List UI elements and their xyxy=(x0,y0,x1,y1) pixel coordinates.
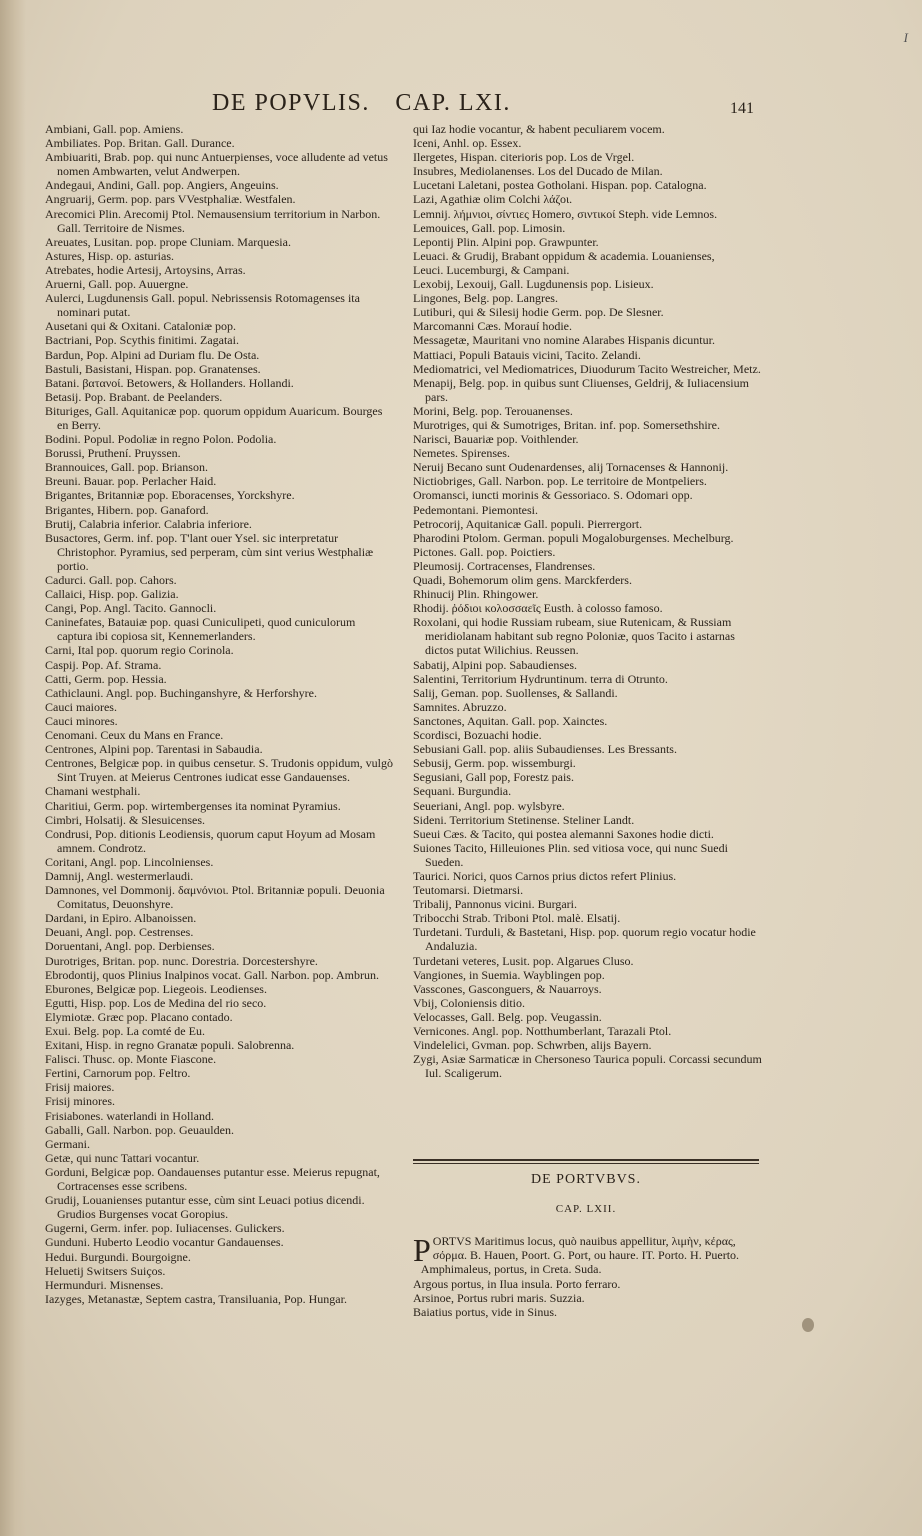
section-rule-thin xyxy=(413,1163,759,1164)
index-entry: Betasij. Pop. Brabant. de Peelanders. xyxy=(45,389,223,404)
index-entry: Condrusi, Pop. ditionis Leodiensis, quorum caput Hoyum ad Mosam amnem. Condrotz. xyxy=(45,826,376,855)
index-entry: Coritani, Angl. pop. Lincolnienses. xyxy=(45,854,214,869)
index-entry: Centrones, Alpini pop. Tarentasi in Sabaudia. xyxy=(45,742,263,757)
index-entry: Teutomarsi. Dietmarsi. xyxy=(413,883,524,898)
index-entry: Bardun, Pop. Alpini ad Duriam flu. De Osta. xyxy=(45,347,260,362)
index-entry: Menapij, Belg. pop. in quibus sunt Cliuenses, Geldrij, & Iuliacensium pars. xyxy=(413,375,749,404)
index-entry: Velocasses, Gall. Belg. pop. Veugassin. xyxy=(413,1009,602,1024)
portus-list xyxy=(413,1262,763,1319)
index-entry: Brigantes, Hibern. pop. Ganaford. xyxy=(45,502,209,517)
index-entry: Aulerci, Lugdunensis Gall. popul. Nebrissensis Rotomagenses ita nominari putat. xyxy=(45,291,360,320)
index-entry: Ambiliates. Pop. Britan. Gall. Durance. xyxy=(45,136,235,151)
index-entry: Leuci. Lucemburgi, & Campani. xyxy=(413,262,570,277)
index-entry: Cauci minores. xyxy=(45,713,118,728)
index-entry: Andegaui, Andini, Gall. pop. Angiers, Angeuins. xyxy=(45,178,279,193)
index-entry: Iazyges, Metanastæ, Septem castra, Transiluania, Pop. Hungar. xyxy=(45,1291,347,1306)
portus-entry: Arsinoe, Portus rubri maris. Suzzia. xyxy=(413,1290,585,1305)
index-entry: Quadi, Bohemorum olim gens. Marckferders. xyxy=(413,573,632,587)
index-entry: Vasscones, Gasconguers, & Nauarroys. xyxy=(413,981,602,996)
index-entry: Getæ, qui nunc Tattari vocantur. xyxy=(45,1150,200,1165)
portus-entry: Amphimaleus, portus, in Creta. Suda. xyxy=(420,1262,602,1277)
index-entry: Lutiburi, qui & Silesij hodie Germ. pop. De Slesner. xyxy=(413,305,664,320)
index-entry: Salij, Geman. pop. Suollenses, & Sallandi. xyxy=(413,685,618,700)
index-entry: Gunduni. Huberto Leodio vocantur Gandauenses. xyxy=(45,1235,284,1250)
index-entry: Lucetani Laletani, postea Gotholani. Hispan. pop. Catalogna. xyxy=(413,178,707,193)
index-entry: Lepontij Plin. Alpini pop. Grawpunter. xyxy=(413,234,599,249)
index-entry: Oromansci, iuncti morinis & Gessoriaco. S. Odomari opp. xyxy=(413,488,693,503)
index-entry: Pedemontani. Piemontesi. xyxy=(413,502,538,517)
index-entry: Cadurci. Gall. pop. Cahors. xyxy=(45,573,177,587)
index-entry: Brutij, Calabria inferior. Calabria inferiore. xyxy=(45,516,252,531)
index-entry: Vbij, Coloniensis ditio. xyxy=(413,995,526,1010)
index-entry: Brigantes, Britanniæ pop. Eboracenses, Yorckshyre. xyxy=(45,488,295,503)
index-entry: Elymiotæ. Græc pop. Placano contado. xyxy=(45,1009,233,1024)
index-entry: Bastuli, Basistani, Hispan. pop. Granatenses. xyxy=(45,361,261,376)
left-column xyxy=(45,122,393,1306)
right-column xyxy=(413,122,763,1080)
index-entry: Nemetes. Spirenses. xyxy=(413,446,510,461)
index-entry: Borussi, Pruthení. Pruyssen. xyxy=(45,446,181,461)
index-entry: Hedui. Burgundi. Bourgoigne. xyxy=(45,1249,191,1264)
index-entry: Rhinucij Plin. Rhingower. xyxy=(413,587,539,602)
index-entry: Ausetani qui & Oxitani. Cataloniæ pop. xyxy=(45,319,236,334)
index-entry: Durotriges, Britan. pop. nunc. Dorestria. Dorcestershyre. xyxy=(45,953,318,968)
index-entry: Busactores, Germ. inf. pop. T'lant ouer Ysel. sic interpretatur Christophor. Pyramius, sed perperam, cùm sint verius Westphaliæ portio. xyxy=(45,530,374,573)
index-entry: Angruarij, Germ. pop. pars VVestphaliæ. Westfalen. xyxy=(45,192,296,207)
index-entry: Sequani. Burgundia. xyxy=(413,784,512,799)
index-entry: Frisij maiores. xyxy=(45,1080,115,1095)
portus-intro: ORTVS Maritimus locus, quò nauibus appellitur, λιμὴν, κέρας, σόρμα. B. Hauen, Poort. G. Port, ou haure. IT. Porto. H. Puerto. xyxy=(432,1234,740,1263)
index-entry: Sebusiani Gall. pop. aliis Subaudienses. Les Bressants. xyxy=(413,742,677,757)
index-entry: Messagetæ, Mauritani vno nomine Alarabes Hispanis dicuntur. xyxy=(413,333,715,348)
index-entry: Frisij minores. xyxy=(45,1094,116,1109)
header-title-right: CAP. LXI. xyxy=(395,90,511,116)
index-entry: Marcomanni Cæs. Morauí hodie. xyxy=(413,319,572,334)
index-entry: Lemouices, Gall. pop. Limosin. xyxy=(413,220,566,235)
index-entry: Nictiobriges, Gall. Narbon. pop. Le territoire de Montpeliers. xyxy=(413,474,707,489)
section-title: DE PORTVBVS. xyxy=(531,1172,641,1187)
index-entry: Chamani westphali. xyxy=(45,784,141,799)
index-entry: Brannouices, Gall. pop. Brianson. xyxy=(45,460,208,475)
index-entry: Egutti, Hisp. pop. Los de Medina del rio seco. xyxy=(45,995,267,1010)
header-title-left: DE POPVLIS. xyxy=(212,90,370,116)
section-chapter: CAP. LXII. xyxy=(555,1203,617,1215)
index-entry: Ebrodontij, quos Plinius Inalpinos vocat. Gall. Narbon. pop. Ambrun. xyxy=(45,967,379,982)
index-entry: Mattiaci, Populi Batauis vicini, Tacito. Zelandi. xyxy=(413,347,641,362)
index-entry: Caspij. Pop. Af. Strama. xyxy=(45,657,162,672)
index-entry: Vernicones. Angl. pop. Notthumberlant, Tarazali Ptol. xyxy=(413,1024,672,1038)
index-entry: Ambiani, Gall. pop. Amiens. xyxy=(45,122,184,136)
folio-mark: I xyxy=(903,30,908,45)
index-entry: Cenomani. Ceux du Mans en France. xyxy=(45,728,224,743)
index-entry: Suiones Tacito, Hilleuiones Plin. sed vitiosa voce, qui nunc Suedi Sueden. xyxy=(413,840,728,869)
index-entry: Rhodij. ῥόδιοι κολοσσαεῖς Eusth. à colosso famoso. xyxy=(413,601,663,616)
index-entry: Lingones, Belg. pop. Langres. xyxy=(413,291,558,306)
index-entry: Lexobij, Lexouij, Gall. Lugdunensis pop. Lisieux. xyxy=(413,277,654,292)
index-entry: Hermunduri. Misnenses. xyxy=(45,1277,164,1292)
index-entry: Cathiclauni. Angl. pop. Buchinganshyre, & Herforshyre. xyxy=(45,685,317,700)
index-entry: Batani. βατανοί. Betowers, & Hollanders. Hollandi. xyxy=(45,375,294,390)
drop-cap: P xyxy=(413,1232,431,1268)
index-entry: Turdetani. Turduli, & Bastetani, Hisp. pop. quorum regio vocatur hodie Andaluzia. xyxy=(413,925,756,954)
index-entry: Lemnij. λήμνιοι, σίντιες Homero, σιντικοί Steph. vide Lemnos. xyxy=(413,206,718,221)
index-entry: Bodini. Popul. Podoliæ in regno Polon. Podolia. xyxy=(45,432,277,447)
index-entry: Petrocorij, Aquitanicæ Gall. populi. Pierrergort. xyxy=(413,516,643,531)
index-entry: Dardani, in Epiro. Albanoissen. xyxy=(45,911,197,926)
index-entry: Callaici, Hisp. pop. Galizia. xyxy=(45,587,179,602)
index-entry: Iceni, Anhl. op. Essex. xyxy=(413,136,522,151)
index-entry: Astures, Hisp. op. asturias. xyxy=(45,248,174,263)
index-entry: Insubres, Mediolanenses. Los del Ducado de Milan. xyxy=(413,164,663,179)
index-entry: Cauci maiores. xyxy=(45,699,117,714)
index-entry: Germani. xyxy=(45,1136,90,1151)
index-entry: Lazi, Agathiæ olim Colchi λάζοι. xyxy=(413,192,573,207)
index-entry: Exitani, Hisp. in regno Granatæ populi. Salobrenna. xyxy=(45,1038,295,1053)
index-entry: Sabatij, Alpini pop. Sabaudienses. xyxy=(413,657,577,672)
index-entry: Pictones. Gall. pop. Poictiers. xyxy=(413,544,556,559)
index-entry: Frisiabones. waterlandi in Holland. xyxy=(45,1108,214,1123)
index-entry: Samnites. Abruzzo. xyxy=(413,699,507,714)
index-entry: Zygi, Asiæ Sarmaticæ in Chersoneso Taurica populi. Corcassi secundum Iul. Scaligerum. xyxy=(413,1052,762,1081)
index-entry: Doruentani, Angl. pop. Derbienses. xyxy=(45,939,215,954)
index-entry: Eburones, Belgicæ pop. Liegeois. Leodienses. xyxy=(45,981,267,996)
index-entry: Mediomatrici, vel Mediomatrices, Diuodurum Tacito Westreicher, Metz. xyxy=(413,361,761,376)
running-header xyxy=(212,90,529,117)
index-entry: Atrebates, hodie Artesij, Artoysins, Arras. xyxy=(45,262,246,277)
index-entry: Bactriani, Pop. Scythis finitimi. Zagatai. xyxy=(45,333,239,348)
page-number: 141 xyxy=(730,100,754,117)
index-entry: Carni, Ital pop. quorum regio Corinola. xyxy=(45,643,234,658)
index-entry: Sueui Cæs. & Tacito, qui postea alemanni Saxones hodie dicti. xyxy=(413,826,714,841)
portus-entry: Argous portus, in Ilua insula. Porto ferraro. xyxy=(413,1276,621,1291)
index-entry: qui Iaz hodie vocantur, & habent peculiarem vocem. xyxy=(413,122,665,136)
index-entry: Centrones, Belgicæ pop. in quibus censetur. S. Trudonis oppidum, vulgò Sint Truyen. at Meierus Centrones iudicat esse Gandauenses. xyxy=(45,756,394,785)
index-entry: Arecomici Plin. Arecomij Ptol. Nemausensium territorium in Narbon. Gall. Territoire de Nismes. xyxy=(45,206,381,235)
index-entry: Deuani, Angl. pop. Cestrenses. xyxy=(45,925,194,940)
index-entry: Damnij, Angl. westermerlaudi. xyxy=(45,868,194,883)
index-entry: Segusiani, Gall pop, Forestz pais. xyxy=(413,770,574,785)
index-entry: Morini, Belg. pop. Terouanenses. xyxy=(413,403,573,418)
portus-entry: Baiatius portus, vide in Sinus. xyxy=(413,1305,557,1320)
section-rule xyxy=(413,1159,759,1161)
index-entry: Scordisci, Bozuachi hodie. xyxy=(413,728,542,743)
index-entry: Catti, Germ. pop. Hessia. xyxy=(45,671,167,686)
index-entry: Exui. Belg. pop. La comté de Eu. xyxy=(45,1024,205,1038)
index-entry: Salentini, Territorium Hydruntinum. terra di Otrunto. xyxy=(413,671,668,686)
portus-section xyxy=(413,1234,763,1319)
index-entry: Vindelelici, Gvman. pop. Schwrben, alijs Bayern. xyxy=(413,1038,652,1053)
index-entry: Ilergetes, Hispan. citerioris pop. Los de Vrgel. xyxy=(413,150,635,165)
index-entry: Aruerni, Gall. pop. Auuergne. xyxy=(45,277,189,292)
index-entry: Areuates, Lusitan. pop. prope Cluniam. Marquesia. xyxy=(45,234,291,249)
index-entry: Seueriani, Angl. pop. wylsbyre. xyxy=(413,798,565,813)
index-entry: Damnones, vel Dommonij. δαμνόνιοι. Ptol. Britanniæ populi. Deuonia Comitatus, Deuonshyre. xyxy=(45,883,385,912)
index-entry: Tribalij, Pannonus vicini. Burgari. xyxy=(413,897,578,912)
index-entry: Ambiuariti, Brab. pop. qui nunc Antuerpienses, voce alludente ad vetus nomen Ambwarten, velut Andwerpen. xyxy=(45,150,388,179)
index-entry: Roxolani, qui hodie Russiam rubeam, siue Rutenicam, & Russiam meridiolanam habitant sub regno Poloniæ, quos Tacito i astarnas dictos putat Wilichius. Reussen. xyxy=(413,615,735,658)
index-entry: Narisci, Bauariæ pop. Voithlender. xyxy=(413,432,579,447)
index-entry: Heluetij Switsers Suiços. xyxy=(45,1263,166,1278)
index-entry: Gorduni, Belgicæ pop. Oandauenses putantur esse. Meierus repugnat, Cortracenses esse scribens. xyxy=(45,1164,380,1194)
index-entry: Sebusij, Germ. pop. wissemburgi. xyxy=(413,756,576,771)
index-entry: Bituriges, Gall. Aquitanicæ pop. quorum oppidum Auaricum. Bourges en Berry. xyxy=(45,403,383,432)
index-entry: Caninefates, Batauiæ pop. quasi Cuniculipeti, quod cuniculorum captura ibi copiosa sit, Kennemerlanders. xyxy=(45,615,356,644)
index-entry: Murotriges, qui & Sumotriges, Britan. inf. pop. Somersethshire. xyxy=(413,417,720,432)
index-entry: Taurici. Norici, quos Carnos prius dictos refert Plinius. xyxy=(413,868,677,883)
index-entry: Turdetani veteres, Lusit. pop. Algarues Cluso. xyxy=(413,953,634,968)
index-entry: Charitiui, Germ. pop. wirtembergenses ita nominat Pyramius. xyxy=(45,798,341,813)
index-entry: Pleumosij. Cortracenses, Flandrenses. xyxy=(413,558,596,573)
page-gutter xyxy=(0,0,26,1536)
index-entry: Fertini, Carnorum pop. Feltro. xyxy=(45,1066,191,1081)
index-entry: Vangiones, in Suemia. Wayblingen pop. xyxy=(413,967,605,982)
index-entry: Cimbri, Holsatij. & Slesuicenses. xyxy=(45,812,205,827)
index-entry: Sideni. Territorium Stetinense. Steliner Landt. xyxy=(413,812,635,827)
index-entry: Falisci. Thusc. op. Monte Fiascone. xyxy=(45,1052,217,1067)
index-entry: Gugerni, Germ. infer. pop. Iuliacenses. Gulickers. xyxy=(45,1221,285,1236)
index-entry: Leuaci. & Grudij, Brabant oppidum & academia. Louanienses, xyxy=(413,248,715,263)
index-entry: Breuni. Bauar. pop. Perlacher Haid. xyxy=(45,474,217,489)
paper-stain xyxy=(802,1318,814,1332)
index-entry: Tribocchi Strab. Triboni Ptol. malè. Elsatij. xyxy=(413,911,621,926)
index-entry: Cangi, Pop. Angl. Tacito. Gannocli. xyxy=(45,601,217,616)
index-entry: Sanctones, Aquitan. Gall. pop. Xainctes. xyxy=(413,713,608,728)
index-entry: Pharodini Ptolom. German. populi Mogaloburgenses. Mechelburg. xyxy=(413,530,734,545)
index-entry: Gaballi, Gall. Narbon. pop. Geuaulden. xyxy=(45,1122,234,1137)
index-entry: Grudij, Louanienses putantur esse, cùm sint Leuaci potius dicendi. Grudios Burgenses vocat Goropius. xyxy=(45,1193,365,1222)
index-entry: Neruij Becano sunt Oudenardenses, alij Tornacenses & Hannonij. xyxy=(413,460,729,475)
